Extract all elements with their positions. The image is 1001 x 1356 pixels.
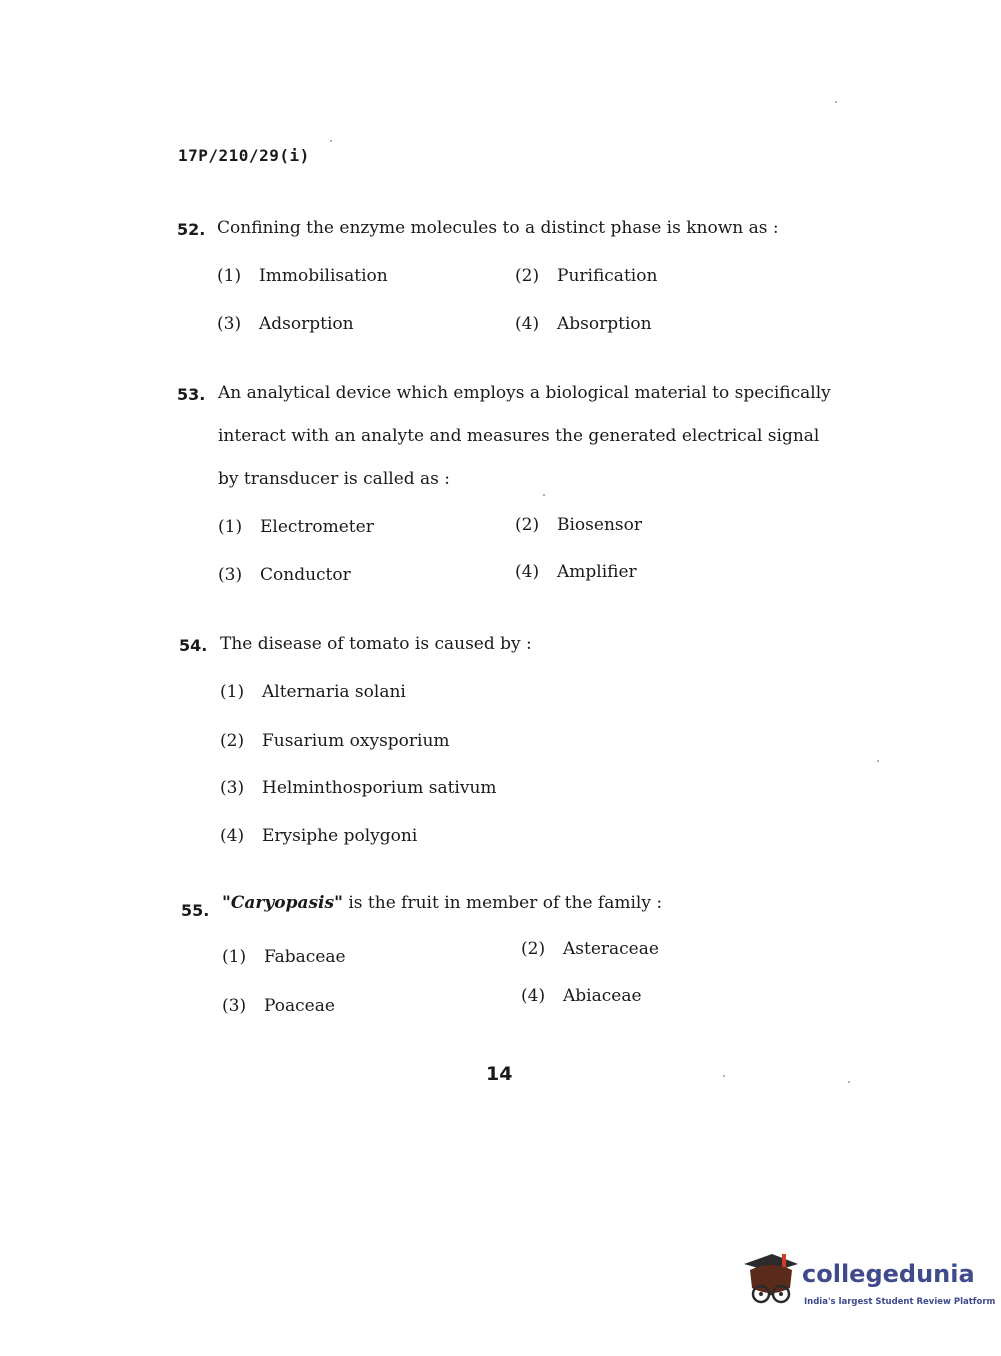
option-number: (4) — [220, 826, 245, 846]
collegedunia-watermark — [742, 1250, 996, 1320]
option-2 — [220, 731, 450, 751]
scan-speck — [723, 1075, 725, 1077]
scan-speck — [835, 101, 837, 103]
option-number: (1) — [220, 682, 245, 702]
option-4 — [515, 562, 637, 582]
scan-speck — [848, 1081, 850, 1083]
option-number: (4) — [521, 986, 546, 1006]
option-text: Fabaceae — [264, 947, 346, 967]
option-1 — [217, 266, 388, 286]
brand-name: collegedunia — [802, 1260, 975, 1288]
question-stem: Confining the enzyme molecules to a distinct phase is known as : — [217, 218, 779, 238]
option-number: (4) — [515, 314, 540, 334]
question-stem — [218, 372, 831, 501]
option-number: (3) — [220, 778, 245, 798]
option-text: Absorption — [557, 314, 652, 334]
option-2 — [515, 515, 642, 535]
option-number: (1) — [218, 517, 243, 537]
paper-code: 17P/210/29(i) — [178, 146, 310, 165]
option-number: (2) — [220, 731, 245, 751]
question-number: 53. — [177, 385, 206, 404]
option-number: (2) — [521, 939, 546, 959]
stem-text: is the fruit in member of the family : — [348, 893, 663, 913]
option-text: Purification — [557, 266, 658, 286]
option-text: Immobilisation — [259, 266, 388, 286]
option-1 — [222, 947, 346, 967]
option-number: (4) — [515, 562, 540, 582]
option-text: Erysiphe polygoni — [262, 826, 418, 846]
option-text: Abiaceae — [563, 986, 642, 1006]
option-3 — [218, 565, 351, 585]
brand-tagline: India's largest Student Review Platform — [804, 1297, 996, 1307]
option-text: Helminthosporium sativum — [262, 778, 497, 798]
option-number: (1) — [217, 266, 242, 286]
question-number: 54. — [179, 636, 208, 655]
option-text: Adsorption — [259, 314, 354, 334]
fruit-term: "Caryopasis" — [222, 893, 343, 913]
option-3 — [217, 314, 354, 334]
question-stem — [222, 882, 662, 925]
option-text: Asteraceae — [563, 939, 659, 959]
question-number: 52. — [177, 220, 206, 239]
stem-line: by transducer is called as : — [218, 469, 451, 489]
option-4 — [220, 826, 417, 846]
scan-speck — [877, 760, 879, 762]
option-1 — [218, 517, 374, 537]
option-text: Electrometer — [260, 517, 374, 537]
option-text: Fusarium oxysporium — [262, 731, 450, 751]
question-number: 55. — [181, 901, 210, 920]
option-text: Amplifier — [557, 562, 637, 582]
option-number: (2) — [515, 266, 540, 286]
option-text: Conductor — [260, 565, 351, 585]
option-number: (3) — [222, 996, 247, 1016]
option-number: (3) — [218, 565, 243, 585]
option-number: (3) — [217, 314, 242, 334]
option-number: (2) — [515, 515, 540, 535]
stem-line: An analytical device which employs a biological material to specifically — [218, 383, 831, 403]
option-3 — [220, 778, 497, 798]
stem-line: interact with an analyte and measures the generated electrical signal — [218, 426, 820, 446]
option-2 — [521, 939, 659, 959]
page-number: 14 — [486, 1063, 513, 1085]
option-4 — [521, 986, 642, 1006]
option-number: (1) — [222, 947, 247, 967]
option-1 — [220, 682, 406, 702]
option-text: Alternaria solani — [262, 682, 406, 702]
scan-speck — [330, 140, 332, 142]
option-text: Poaceae — [264, 996, 335, 1016]
option-4 — [515, 314, 652, 334]
option-2 — [515, 266, 657, 286]
scan-speck — [543, 494, 545, 496]
option-text: Biosensor — [557, 515, 642, 535]
question-stem: The disease of tomato is caused by : — [220, 634, 532, 654]
option-3 — [222, 996, 335, 1016]
graduate-mascot-icon — [742, 1250, 800, 1312]
